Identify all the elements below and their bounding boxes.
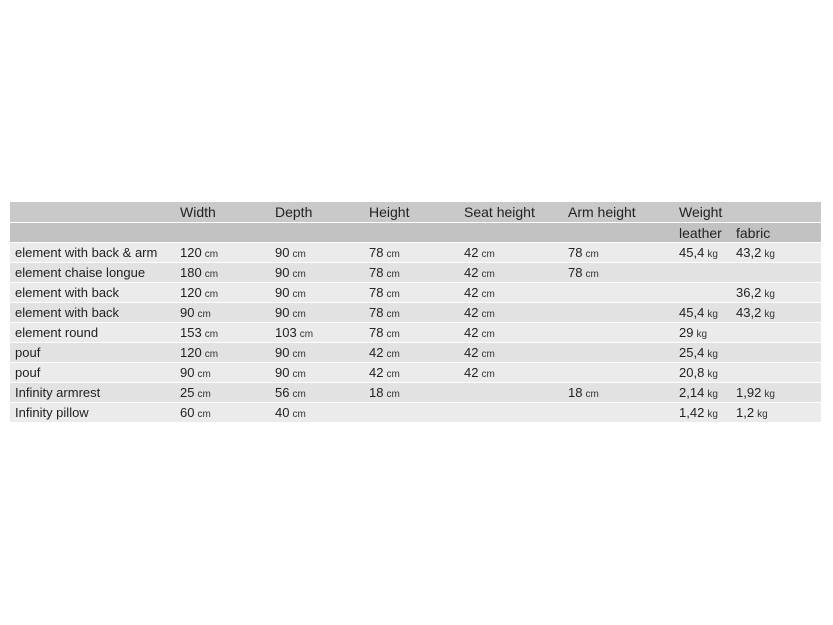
unit-label: cm <box>292 249 306 260</box>
unit-label: cm <box>481 269 495 280</box>
cell-width-value: 25 <box>180 385 195 400</box>
cell-name <box>15 383 100 403</box>
cell-name <box>15 263 145 283</box>
unit-label: cm <box>292 349 306 360</box>
cell-width-value: 180 <box>180 265 202 280</box>
unit-label: cm <box>292 289 306 300</box>
table-row <box>10 242 821 262</box>
unit-label: cm <box>292 389 306 400</box>
column-header-height: Height <box>369 204 410 220</box>
unit-label: kg <box>707 309 718 320</box>
cell-name-value: element with back <box>15 305 120 320</box>
column-header-leather: leather <box>679 225 722 241</box>
table-row <box>10 362 821 382</box>
column-header-width: Width <box>180 204 216 220</box>
unit-label: cm <box>204 349 219 360</box>
unit-label: cm <box>204 329 219 340</box>
unit-label: cm <box>204 269 219 280</box>
unit-label: kg <box>764 289 775 300</box>
cell-width <box>180 403 211 425</box>
cell-width-value: 120 <box>180 345 202 360</box>
unit-label: cm <box>386 289 400 300</box>
unit-label: cm <box>585 249 599 260</box>
table-body <box>10 242 821 422</box>
cell-weight-fabric-value: 43,2 <box>736 305 762 320</box>
table-row <box>10 402 821 422</box>
cell-height-value: 42 <box>369 345 384 360</box>
column-header-arm-height: Arm height <box>568 204 636 220</box>
cell-height-value: 78 <box>369 245 384 260</box>
unit-label: kg <box>764 249 775 260</box>
cell-width-value: 90 <box>180 365 195 380</box>
dimensions-table <box>10 202 821 422</box>
unit-label: cm <box>386 349 400 360</box>
table-row <box>10 342 821 362</box>
cell-height-value: 78 <box>369 285 384 300</box>
unit-label: cm <box>197 409 211 420</box>
table-row <box>10 262 821 282</box>
cell-name-value: pouf <box>15 345 41 360</box>
cell-name <box>15 403 89 423</box>
table-row <box>10 322 821 342</box>
unit-label: cm <box>386 249 400 260</box>
cell-arm-height-value: 78 <box>568 265 583 280</box>
unit-label: cm <box>386 389 400 400</box>
cell-name-value: element round <box>15 325 99 340</box>
cell-height-value: 78 <box>369 305 384 320</box>
cell-weight-fabric-value: 43,2 <box>736 245 762 260</box>
cell-width-value: 120 <box>180 285 202 300</box>
cell-arm-height-value: 78 <box>568 245 583 260</box>
unit-label: cm <box>197 369 211 380</box>
unit-label: cm <box>386 329 400 340</box>
cell-weight-leather-value: 29 <box>679 325 694 340</box>
unit-label: cm <box>299 329 314 340</box>
cell-width-value: 153 <box>180 325 202 340</box>
unit-label: cm <box>585 389 599 400</box>
cell-height-value: 78 <box>369 265 384 280</box>
cell-depth-value: 90 <box>275 285 290 300</box>
cell-height-value: 18 <box>369 385 384 400</box>
unit-label: kg <box>707 369 718 380</box>
cell-height-value: 42 <box>369 365 384 380</box>
cell-weight-fabric-value: 1,2 <box>736 405 755 420</box>
cell-name <box>15 243 157 263</box>
cell-depth-value: 90 <box>275 305 290 320</box>
unit-label: cm <box>292 409 306 420</box>
unit-label: kg <box>764 389 775 400</box>
unit-label: cm <box>481 329 495 340</box>
cell-weight-leather <box>679 403 718 425</box>
cell-name-value: Infinity armrest <box>15 385 101 400</box>
cell-depth-value: 56 <box>275 385 290 400</box>
unit-label: kg <box>757 409 768 420</box>
unit-label: cm <box>481 349 495 360</box>
unit-label: cm <box>481 369 495 380</box>
cell-name <box>15 303 119 323</box>
unit-label: cm <box>204 249 219 260</box>
cell-name <box>15 363 40 383</box>
cell-depth-value: 90 <box>275 265 290 280</box>
unit-label: cm <box>292 269 306 280</box>
cell-depth-value: 90 <box>275 365 290 380</box>
cell-name <box>15 323 98 343</box>
cell-seat-height-value: 42 <box>464 365 479 380</box>
cell-arm-height-value: 18 <box>568 385 583 400</box>
cell-weight-leather-value: 20,8 <box>679 365 705 380</box>
cell-depth-value: 90 <box>275 245 290 260</box>
cell-weight-leather-value: 45,4 <box>679 245 705 260</box>
table-row <box>10 282 821 302</box>
cell-width-value: 60 <box>180 405 195 420</box>
cell-weight-leather-value: 2,14 <box>679 385 705 400</box>
cell-width-value: 90 <box>180 305 195 320</box>
unit-label: kg <box>764 309 775 320</box>
cell-depth-value: 40 <box>275 405 290 420</box>
cell-width-value: 120 <box>180 245 202 260</box>
cell-name <box>15 283 119 303</box>
cell-seat-height-value: 42 <box>464 345 479 360</box>
cell-depth-value: 90 <box>275 345 290 360</box>
cell-name-value: pouf <box>15 365 41 380</box>
unit-label: cm <box>386 369 400 380</box>
cell-depth-value: 103 <box>275 325 297 340</box>
cell-depth <box>275 403 306 425</box>
unit-label: cm <box>481 309 495 320</box>
unit-label: cm <box>197 309 211 320</box>
unit-label: cm <box>204 289 219 300</box>
unit-label: cm <box>292 369 306 380</box>
unit-label: kg <box>707 409 718 420</box>
column-header-weight: Weight <box>679 204 723 220</box>
table-header-row <box>10 202 821 222</box>
unit-label: cm <box>197 389 211 400</box>
cell-weight-fabric-value: 1,92 <box>736 385 762 400</box>
cell-name-value: element with back <box>15 285 120 300</box>
cell-seat-height-value: 42 <box>464 305 479 320</box>
cell-weight-fabric <box>736 403 768 425</box>
cell-seat-height-value: 42 <box>464 245 479 260</box>
cell-seat-height-value: 42 <box>464 285 479 300</box>
cell-seat-height-value: 42 <box>464 265 479 280</box>
cell-height-value: 78 <box>369 325 384 340</box>
cell-weight-fabric-value: 36,2 <box>736 285 762 300</box>
table-subheader-row <box>10 222 821 242</box>
cell-weight-leather-value: 1,42 <box>679 405 705 420</box>
unit-label: cm <box>386 269 400 280</box>
cell-seat-height-value: 42 <box>464 325 479 340</box>
unit-label: kg <box>696 329 708 340</box>
table-row <box>10 302 821 322</box>
unit-label: cm <box>585 269 599 280</box>
cell-name-value: Infinity pillow <box>15 405 89 420</box>
unit-label: kg <box>707 389 718 400</box>
column-header-depth: Depth <box>275 204 313 220</box>
unit-label: cm <box>481 249 495 260</box>
unit-label: cm <box>386 309 400 320</box>
cell-name <box>15 343 40 363</box>
cell-name-value: element chaise longue <box>15 265 146 280</box>
column-header-fabric: fabric <box>736 225 771 241</box>
column-header-seat-height: Seat height <box>464 204 535 220</box>
table-row <box>10 382 821 402</box>
unit-label: cm <box>481 289 495 300</box>
unit-label: kg <box>707 349 718 360</box>
unit-label: kg <box>707 249 718 260</box>
cell-name-value: element with back & arm <box>15 245 158 260</box>
cell-weight-leather-value: 25,4 <box>679 345 705 360</box>
unit-label: cm <box>292 309 306 320</box>
cell-weight-leather-value: 45,4 <box>679 305 705 320</box>
